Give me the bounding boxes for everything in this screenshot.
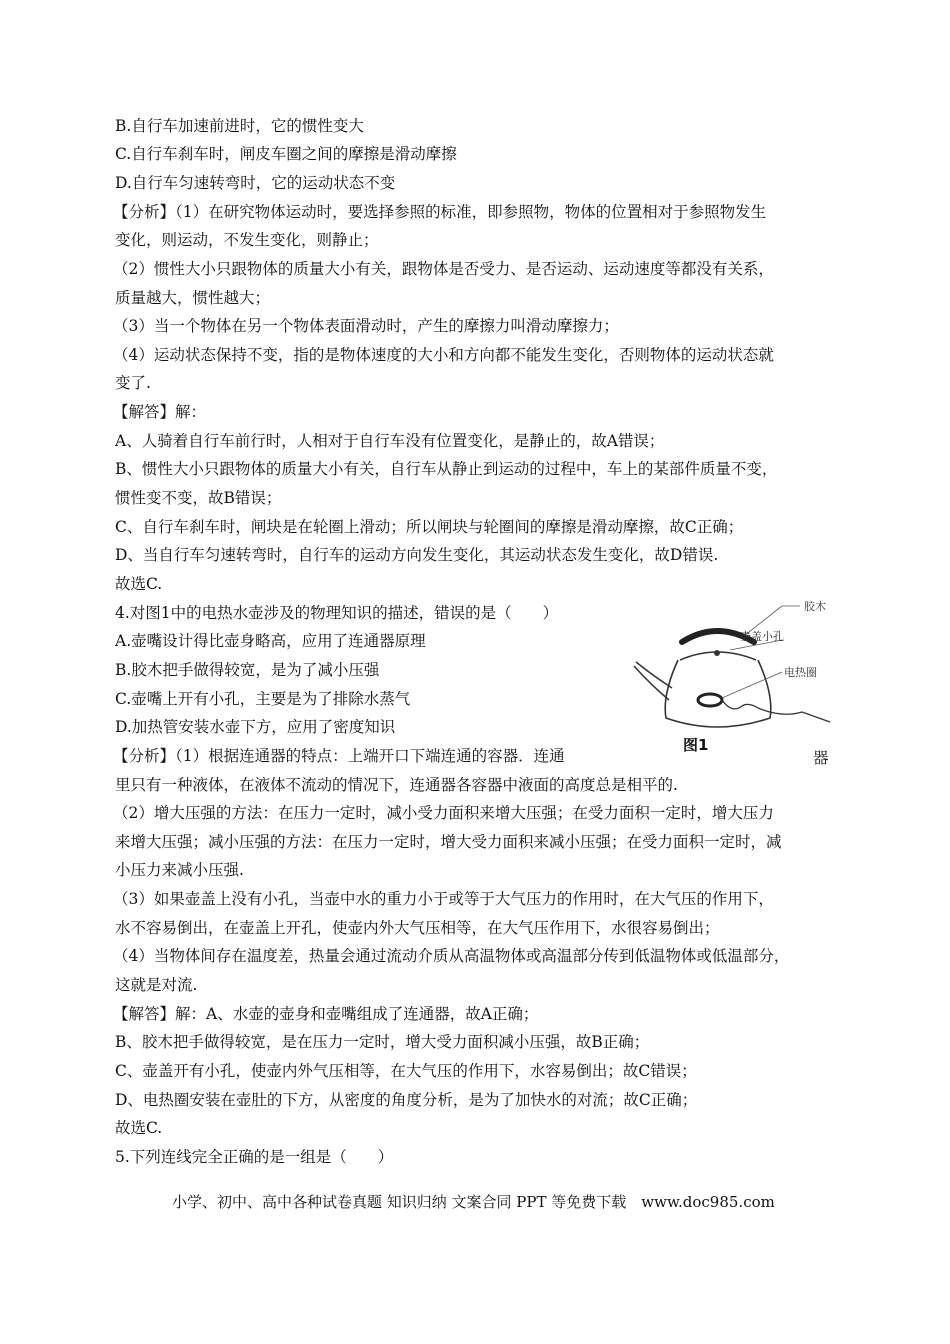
figure-caption: 图1	[683, 736, 709, 754]
option-d: D.加热管安装水壶下方，应用了密度知识	[115, 718, 396, 736]
label-lid-hole: 壶盖小孔	[740, 630, 784, 643]
label-handle: 胶木	[804, 600, 826, 613]
analysis-line: （3）当一个物体在另一个物体表面滑动时，产生的摩擦力叫滑动摩擦力；	[113, 317, 619, 335]
analysis-line: （4）当物体间存在温度差，热量会通过流动介质从高温物体或高温部分传到低温物体或低温部分，	[113, 947, 790, 965]
analysis-line: 这就是对流.	[115, 976, 198, 994]
question-4: 4.对图1中的电热水壶涉及的物理知识的描述，错误的是（ ）	[115, 604, 559, 622]
option-d: D.自行车匀速转弯时，它的运动状态不变	[115, 174, 396, 192]
kettle-figure	[632, 600, 842, 755]
analysis-line: 水不容易倒出，在壶盖上开孔，使壶内外大气压相等，在大气压作用下，水很容易倒出；	[115, 919, 720, 937]
answer-line: B、胶木把手做得较宽，是在压力一定时，增大受力面积减小压强，故B正确；	[115, 1033, 650, 1051]
analysis-line: （2）增大压强的方法：在压力一定时，减小受力面积来增大压强；在受力面积一定时，增大压力	[113, 804, 774, 822]
analysis-line: 【分析】（1）根据连通器的特点：上端开口下端连通的容器．连通	[113, 747, 565, 765]
answer-line: D、当自行车匀速转弯时，自行车的运动方向发生变化，其运动状态发生变化，故D错误.	[115, 546, 719, 564]
wrapped-char: 器	[813, 749, 829, 767]
page-footer: 小学、初中、高中各种试卷真题 知识归纳 文案合同 PPT 等免费下载 www.doc985.com	[172, 1193, 775, 1211]
option-a: A.壶嘴设计得比壶身略高，应用了连通器原理	[115, 632, 426, 650]
answer-choice: 故选C.	[115, 575, 163, 593]
analysis-line: （4）运动状态保持不变，指的是物体速度的大小和方向都不能发生变化，否则物体的运动状态就	[113, 346, 774, 364]
option-c: C.自行车刹车时，闸皮车圈之间的摩擦是滑动摩擦	[115, 145, 457, 163]
answer-line: A、人骑着自行车前行时，人相对于自行车没有位置变化，是静止的，故A错误；	[115, 432, 665, 450]
answer-line: C、壶盖开有小孔，使壶内外气压相等，在大气压的作用下，水容易倒出；故C错误；	[115, 1062, 697, 1080]
analysis-line: 里只有一种液体，在液体不流动的情况下，连通器各容器中液面的高度总是相平的.	[115, 776, 678, 794]
analysis-line: 【分析】（1）在研究物体运动时，要选择参照的标准，即参照物，物体的位置相对于参照物发生	[113, 203, 767, 221]
answer-choice: 故选C.	[115, 1119, 163, 1137]
answer-line: 【解答】解：A、水壶的壶身和壶嘴组成了连通器，故A正确；	[113, 1005, 539, 1023]
answer-line: C、自行车刹车时，闸块是在轮圈上滑动；所以闸块与轮圈间的摩擦是滑动摩擦，故C正确；	[115, 518, 744, 536]
analysis-line: 来增大压强；减小压强的方法：在压力一定时，增大受力面积来减小压强；在受力面积一定时，减	[115, 833, 782, 851]
label-heater: 电热圈	[784, 666, 817, 679]
kettle-illustration	[632, 600, 842, 755]
option-c: C.壶嘴上开有小孔，主要是为了排除水蒸气	[115, 690, 411, 708]
answer-line: D、电热圈安装在壶肚的下方，从密度的角度分析，是为了加快水的对流；故C正确；	[115, 1091, 698, 1109]
question-5: 5.下列连线完全正确的是一组是（ ）	[115, 1148, 394, 1166]
answer-line: B、惯性大小只跟物体的质量大小有关，自行车从静止到运动的过程中，车上的某部件质量不变，	[115, 460, 778, 478]
analysis-line: （3）如果壶盖上没有小孔，当壶中水的重力小于或等于大气压力的作用时，在大气压的作用下，	[113, 890, 774, 908]
analysis-line: 变化，则运动，不发生变化，则静止；	[115, 231, 379, 249]
analysis-line: （2）惯性大小只跟物体的质量大小有关，跟物体是否受力、是否运动、运动速度等都没有关系，	[113, 260, 774, 278]
analysis-line: 变了.	[115, 374, 151, 392]
option-b: B.自行车加速前进时，它的惯性变大	[115, 117, 364, 135]
analysis-line: 小压力来减小压强.	[115, 861, 244, 879]
analysis-line: 质量越大，惯性越大；	[115, 289, 271, 307]
answer-heading: 【解答】解：	[113, 403, 207, 421]
answer-line: 惯性变不变，故B错误；	[115, 489, 282, 507]
option-b: B.胶木把手做得较宽，是为了减小压强	[115, 661, 380, 679]
